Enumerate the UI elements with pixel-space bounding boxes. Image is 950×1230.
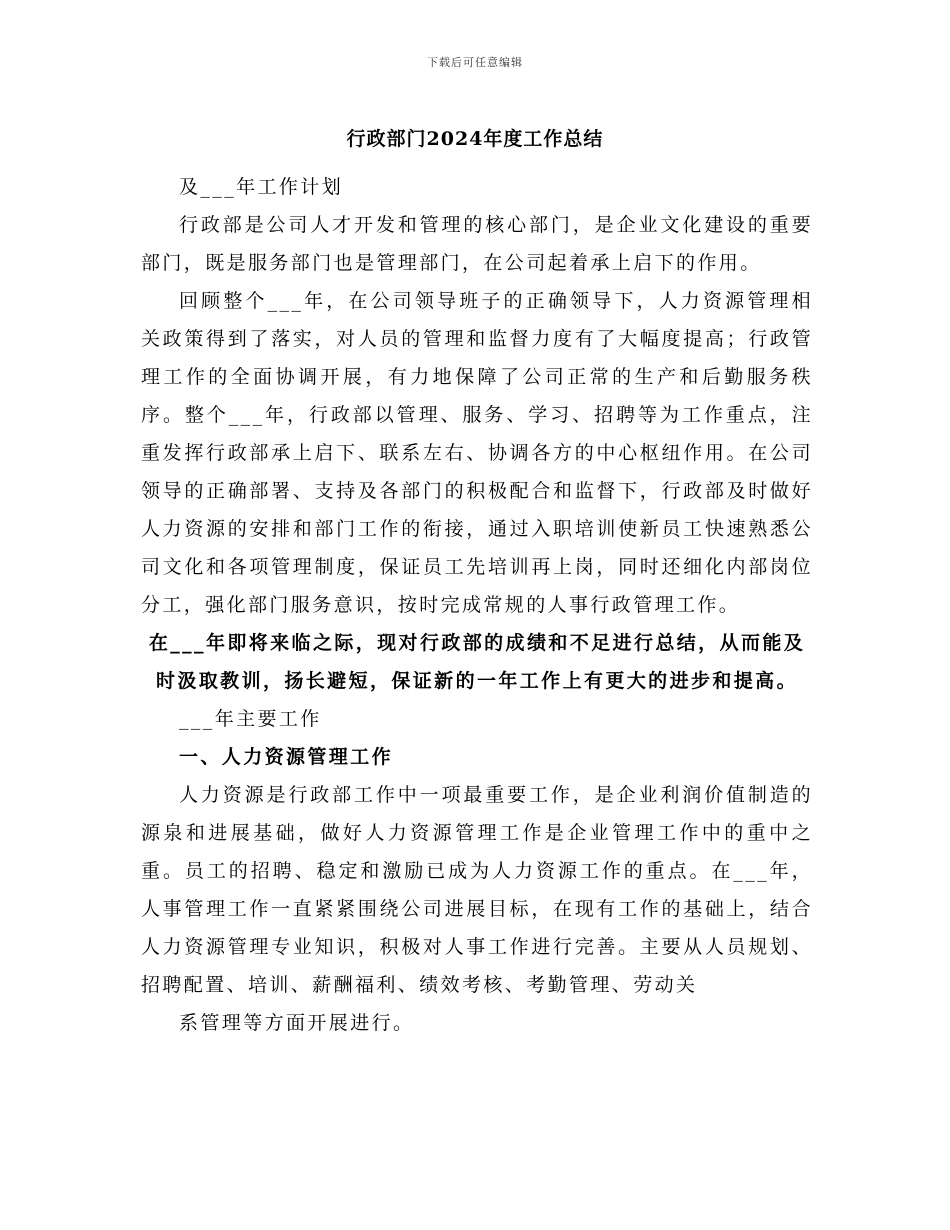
section-heading-hr: 一、人力资源管理工作 [179, 746, 394, 768]
page-header-note: 下载后可任意编辑 [427, 56, 523, 69]
paragraph-hr-continued: 系管理等方面开展进行。 [179, 1012, 415, 1034]
document-body [141, 168, 813, 1042]
document-title: 行政部门2024年度工作总结 [346, 128, 604, 150]
paragraph-hr: 人力资源是行政部工作中一项最重要工作，是企业利润价值制造的源泉和进展基础，做好人力资源管理工作是企业管理工作中的重中之重。员工的招聘、稳定和激励已成为人力资源工作的重点。在___年，人事管理工作一直紧紧围绕公司进展目标，在现有工作的基础上，结合人力资源管理专业知识，积极对人事工作进行完善。主要从人员规划、招聘配置、培训、薪酬福利、绩效考核、考勤管理、劳动关 [141, 784, 813, 996]
subtitle-line: 及___年工作计划 [179, 176, 344, 198]
paragraph-review: 回顾整个___年，在公司领导班子的正确领导下，人力资源管理相关政策得到了落实，对人员的管理和监督力度有了大幅度提高；行政管理工作的全面协调开展，有力地保障了公司正常的生产和后勤服务秩序。整个___年，行政部以管理、服务、学习、招聘等为工作重点，注重发挥行政部承上启下、联系左右、协调各方的中心枢纽作用。在公司领导的正确部署、支持及各部门的积极配合和监督下，行政部及时做好人力资源的安排和部门工作的衔接，通过入职培训使新员工快速熟悉公司文化和各项管理制度，保证员工先培训再上岗，同时还细化内部岗位分工，强化部门服务意识，按时完成常规的人事行政管理工作。 [141, 290, 813, 616]
paragraph-summary-bold: 在___年即将来临之际，现对行政部的成绩和不足进行总结，从而能及时汲取教训，扬长避短，保证新的一年工作上有更大的进步和提高。 [148, 632, 806, 692]
section-main-work: ___年主要工作 [179, 708, 322, 730]
paragraph-intro: 行政部是公司人才开发和管理的核心部门，是企业文化建设的重要部门，既是服务部门也是管理部门，在公司起着承上启下的作用。 [141, 214, 813, 274]
